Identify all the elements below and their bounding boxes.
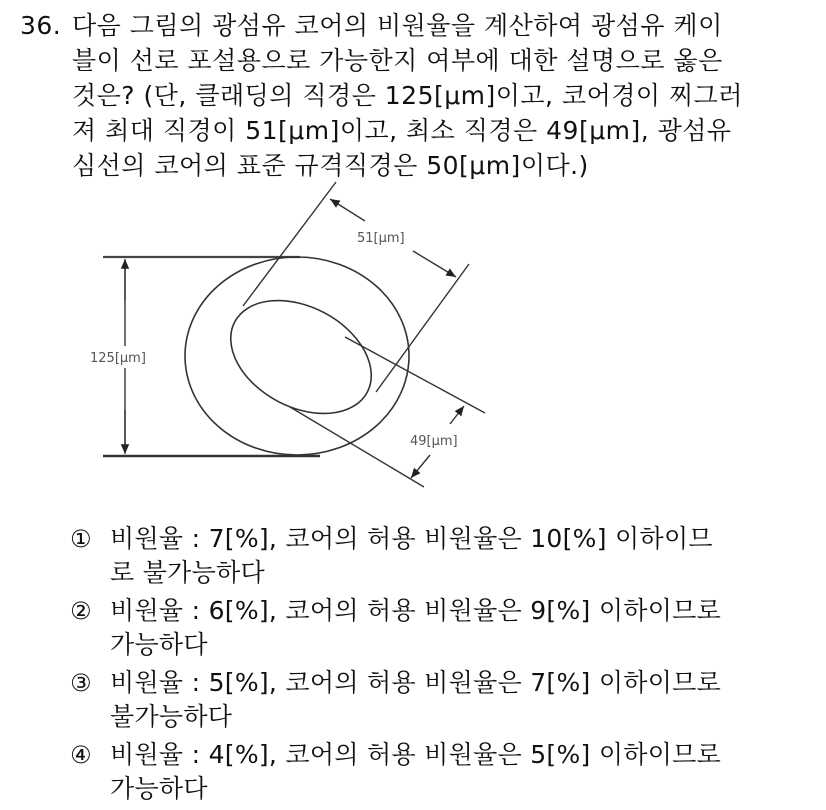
option-3[interactable]: ③ 비원율 : 5[%], 코어의 허용 비원율은 7[%] 이하이므로 불가능하다	[70, 668, 722, 731]
option-marker: ④	[70, 741, 92, 769]
cladding-diameter-label: 125[μm]	[90, 351, 146, 366]
question-line-4: 져 최대 직경이 51[μm]이고, 최소 직경은 49[μm], 광섬유	[72, 116, 732, 145]
question-line-1: 36. 다음 그림의 광섬유 코어의 비원율을 계산하여 광섬유 케이	[20, 8, 810, 43]
max-core-diameter-label: 51[μm]	[357, 231, 405, 246]
question-line-2: 블이 선로 포설용으로 가능한지 여부에 대한 설명으로 옳은	[72, 46, 723, 75]
core-ellipse	[211, 278, 390, 437]
answer-options	[70, 522, 790, 810]
option-marker: ①	[70, 525, 92, 553]
question-line-3: 것은? (단, 클래딩의 직경은 125[μm]이고, 코어경이 찌그러	[72, 81, 743, 110]
option-4[interactable]: ④ 비원율 : 4[%], 코어의 허용 비원율은 5[%] 이하이므로 가능하다	[70, 740, 722, 803]
option-marker: ③	[70, 669, 92, 697]
question-number: 36.	[20, 11, 62, 40]
option-1[interactable]: ① 비원율 : 7[%], 코어의 허용 비원율은 10[%] 이하이므 로 불가능하다	[70, 524, 713, 587]
max-core-dimension	[243, 182, 469, 392]
cladding-dimension	[103, 257, 320, 456]
option-marker: ②	[70, 597, 92, 625]
min-core-diameter-label: 49[μm]	[410, 434, 458, 449]
cladding-circle	[185, 257, 409, 455]
option-2[interactable]: ② 비원율 : 6[%], 코어의 허용 비원율은 9[%] 이하이므로 가능하다	[70, 596, 722, 659]
min-core-dimension	[290, 337, 485, 487]
question-block	[20, 8, 810, 183]
question-line-5: 심선의 코어의 표준 규격직경은 50[μm]이다.)	[72, 151, 589, 180]
